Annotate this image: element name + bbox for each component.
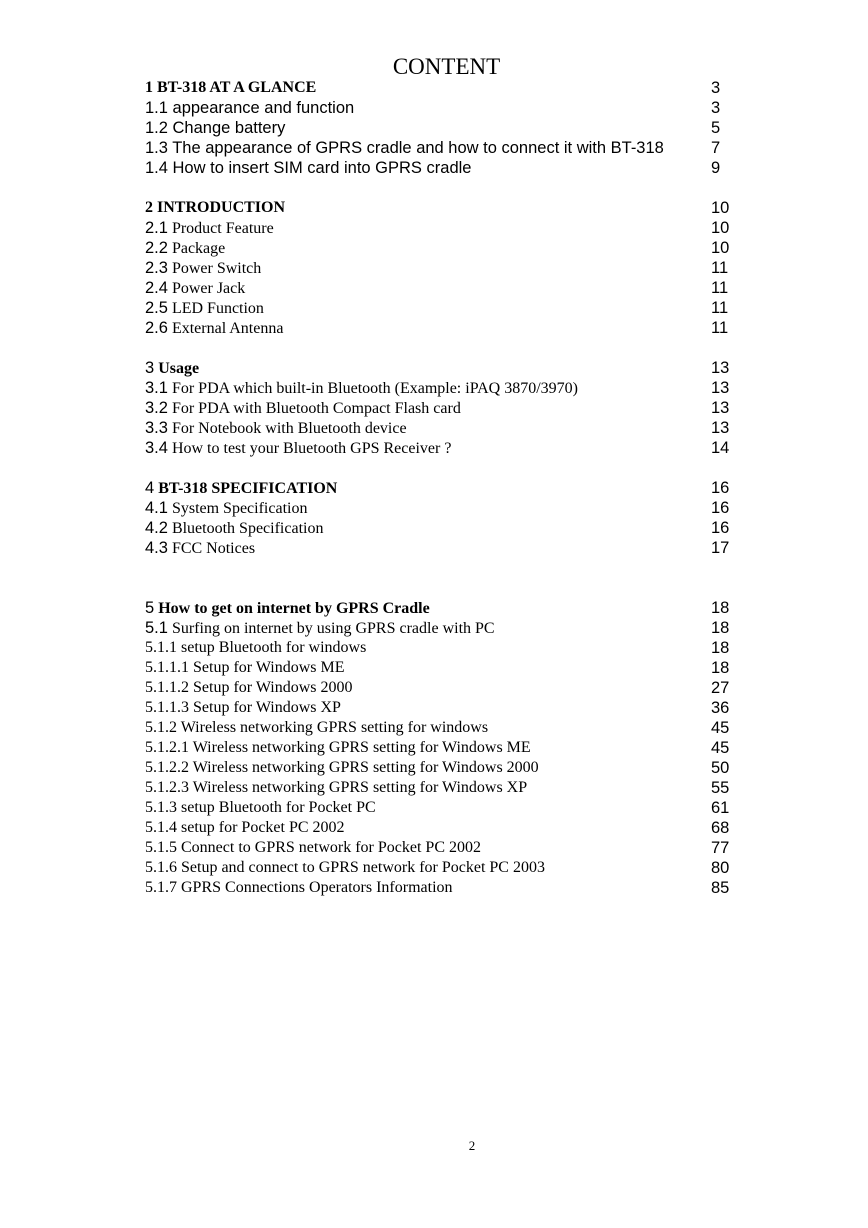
toc-entry-text: FCC Notices	[171, 540, 256, 557]
toc-entry	[145, 538, 737, 558]
toc-entry-number: 3.3	[145, 419, 168, 437]
toc-entry-number: 3.2	[145, 399, 168, 417]
toc-entry	[145, 778, 737, 798]
toc-entry-title	[145, 298, 264, 319]
toc-entry	[145, 698, 737, 718]
toc-entry-page: 10	[711, 239, 730, 257]
toc-entry-text: Surfing on internet by using GPRS cradle with PC	[171, 620, 495, 637]
toc-entry-text: 1.2 Change battery	[145, 119, 286, 137]
toc-entry-text: 1.4 How to insert SIM card into GPRS cradle	[145, 159, 472, 177]
toc-entry	[145, 78, 737, 98]
toc-entry-number: 1	[145, 79, 153, 96]
toc-entry-page: 11	[711, 279, 729, 297]
toc-entry-text: Bluetooth Specification	[171, 520, 324, 537]
toc-entry	[145, 158, 737, 178]
toc-entry-text: 5.1.1.1 Setup for Windows ME	[145, 659, 345, 676]
toc-entry-text: Usage	[158, 360, 200, 377]
toc-entry-title	[145, 118, 285, 139]
toc-entry	[145, 218, 737, 238]
toc-entry-text: 5.1.7 GPRS Connections Operators Information	[145, 879, 453, 896]
toc-entry	[145, 718, 737, 738]
toc-entry-title	[145, 498, 307, 519]
toc-entry-number: 4.1	[145, 499, 168, 517]
toc-entry-page: 13	[711, 399, 730, 417]
toc-entry-title	[145, 678, 353, 698]
toc-entry	[145, 618, 737, 638]
toc-entry	[145, 478, 737, 498]
toc-entry-text: For PDA which built-in Bluetooth (Example: iPAQ 3870/3970)	[171, 380, 579, 397]
toc-entry-text: 5.1.2.1 Wireless networking GPRS setting for Windows ME	[145, 739, 531, 756]
toc-entry	[145, 118, 737, 138]
toc-entry-page: 10	[711, 199, 730, 217]
toc-entry-number: 2.1	[145, 219, 168, 237]
toc-entry-text: For PDA with Bluetooth Compact Flash card	[171, 400, 461, 417]
toc-entry	[145, 858, 737, 878]
toc-entry-page: 68	[711, 819, 730, 837]
toc-entry	[145, 638, 737, 658]
toc-entry-title	[145, 718, 488, 738]
toc-entry-title	[145, 878, 453, 898]
toc-entry-text: BT-318 SPECIFICATION	[158, 480, 338, 497]
toc-entry-title	[145, 318, 283, 339]
toc-entry	[145, 418, 737, 438]
toc-entry	[145, 818, 737, 838]
toc-entry-title	[145, 818, 345, 838]
toc-entry-title	[145, 638, 366, 658]
toc-entry-page: 85	[711, 879, 730, 897]
toc-entry-page: 18	[711, 599, 730, 617]
toc-entry-page: 80	[711, 859, 730, 877]
toc-entry-page: 61	[711, 799, 730, 817]
toc-entry	[145, 138, 737, 158]
toc-entry-text: For Notebook with Bluetooth device	[171, 420, 407, 437]
toc-entry-title	[145, 378, 578, 399]
toc-entry	[145, 758, 737, 778]
toc-entry-title	[145, 778, 527, 798]
toc-entry-number: 3.1	[145, 379, 168, 397]
toc-entry-text: 5.1.3 setup Bluetooth for Pocket PC	[145, 799, 376, 816]
toc-entry	[145, 298, 737, 318]
toc-entry-page: 16	[711, 479, 730, 497]
toc-entry-page: 13	[711, 379, 730, 397]
toc-entry-page: 11	[711, 299, 729, 317]
toc-entry-title	[145, 98, 354, 119]
toc-entry-title	[145, 218, 274, 239]
toc-entry	[145, 378, 737, 398]
toc-entry-number: 4.3	[145, 539, 168, 557]
toc-entry-page: 11	[711, 259, 729, 277]
toc-entry-title	[145, 278, 245, 299]
toc-entry-page: 9	[711, 159, 721, 177]
toc-entry	[145, 238, 737, 258]
toc-entry-page: 18	[711, 619, 730, 637]
toc-entry-text: How to test your Bluetooth GPS Receiver ?	[171, 440, 452, 457]
toc-entry-text: 1.1 appearance and function	[145, 99, 355, 117]
toc-entry-number: 2.2	[145, 239, 168, 257]
toc-entry	[145, 878, 737, 898]
toc-entry-text: 5.1.1.3 Setup for Windows XP	[145, 699, 341, 716]
toc-entry-text: Power Switch	[171, 260, 262, 277]
toc-entry-text: External Antenna	[171, 320, 284, 337]
toc-entry-title	[145, 418, 407, 439]
toc-entry-title	[145, 758, 539, 778]
toc-entry-title	[145, 798, 376, 818]
toc-entry-page: 18	[711, 659, 730, 677]
toc-entry	[145, 98, 737, 118]
toc-entry-number: 5	[145, 599, 155, 617]
toc-entry	[145, 518, 737, 538]
toc-entry-title	[145, 238, 225, 259]
toc-entry-title	[145, 518, 323, 539]
toc-entry	[145, 258, 737, 278]
toc-entry-title	[145, 158, 471, 179]
toc-entry-text: Power Jack	[171, 280, 246, 297]
toc-entry-number: 4	[145, 479, 155, 497]
toc-entry-title	[145, 258, 261, 279]
toc-entry	[145, 798, 737, 818]
toc-entry-text: How to get on internet by GPRS Cradle	[158, 600, 430, 617]
toc-entry	[145, 658, 737, 678]
toc-entry-page: 45	[711, 739, 730, 757]
toc-entry-title	[145, 78, 316, 98]
toc-entry-title	[145, 138, 664, 159]
toc-entry	[145, 678, 737, 698]
toc-entry	[145, 398, 737, 418]
toc-entry-page: 10	[711, 219, 730, 237]
toc-entry-text: 5.1.1 setup Bluetooth for windows	[145, 639, 367, 656]
toc-entry-number: 2.6	[145, 319, 168, 337]
toc-entry-page: 7	[711, 139, 721, 157]
toc-entry-page: 16	[711, 519, 730, 537]
toc-entry	[145, 358, 737, 378]
toc-entry-title	[145, 618, 495, 639]
toc-entry-page: 77	[711, 839, 730, 857]
toc-entry	[145, 198, 737, 218]
page-title: CONTENT	[392, 54, 501, 79]
toc-entry	[145, 318, 737, 338]
toc-entry-text: 5.1.6 Setup and connect to GPRS network for Pocket PC 2003	[145, 859, 545, 876]
toc-entry-page: 14	[711, 439, 730, 457]
toc-entry-title	[145, 598, 430, 619]
toc-entry-page: 11	[711, 319, 729, 337]
toc-entry-number: 5.1	[145, 619, 168, 637]
toc-entry-number: 3	[145, 359, 155, 377]
toc-entry-number: 3.4	[145, 439, 168, 457]
toc-entry-page: 17	[711, 539, 730, 557]
toc-entry-title	[145, 438, 451, 459]
toc-entry-title	[145, 838, 481, 858]
toc-entry-text: INTRODUCTION	[157, 199, 286, 216]
toc-entry-text: Product Feature	[171, 220, 274, 237]
toc-entry-title	[145, 858, 545, 878]
toc-entry-page: 13	[711, 359, 730, 377]
toc-entry-title	[145, 698, 341, 718]
toc-entry-title	[145, 358, 199, 379]
toc-entry-number: 2.5	[145, 299, 168, 317]
toc-entry	[145, 498, 737, 518]
toc-entry-page: 3	[711, 79, 721, 97]
toc-entry-number: 2.3	[145, 259, 168, 277]
footer-page-number: 2	[468, 1138, 476, 1153]
toc-entry-page: 18	[711, 639, 730, 657]
toc-entry-title	[145, 658, 345, 678]
toc-entry	[145, 838, 737, 858]
toc-entry-number: 2	[145, 199, 153, 216]
toc-entry-text: 5.1.2.3 Wireless networking GPRS setting for Windows XP	[145, 779, 528, 796]
toc-entry	[145, 438, 737, 458]
toc-entry	[145, 278, 737, 298]
toc-entry-page: 55	[711, 779, 730, 797]
toc-entry-text: System Specification	[171, 500, 308, 517]
toc-entry-title	[145, 398, 461, 419]
toc-entry-page: 45	[711, 719, 730, 737]
toc-entry-text: 5.1.2.2 Wireless networking GPRS setting for Windows 2000	[145, 759, 539, 776]
toc-entry-text: BT-318 AT A GLANCE	[157, 79, 317, 96]
toc-entry-text: 5.1.5 Connect to GPRS network for Pocket PC 2002	[145, 839, 481, 856]
toc-entry-title	[145, 198, 285, 218]
toc-entry-text: Package	[171, 240, 226, 257]
toc-entry-text: 1.3 The appearance of GPRS cradle and how to connect it with BT-318	[145, 139, 664, 157]
toc-entry-page: 50	[711, 759, 730, 777]
toc-entry-page: 3	[711, 99, 721, 117]
toc-entry-text: LED Function	[171, 300, 264, 317]
toc-entry-page: 27	[711, 679, 730, 697]
toc-entry-page: 16	[711, 499, 730, 517]
toc-entry-title	[145, 538, 255, 559]
toc-entry-text: 5.1.4 setup for Pocket PC 2002	[145, 819, 345, 836]
toc-entry	[145, 598, 737, 618]
toc-entry-number: 2.4	[145, 279, 168, 297]
toc-entry-page: 13	[711, 419, 730, 437]
toc-entry-page: 36	[711, 699, 730, 717]
toc-entry-text: 5.1.2 Wireless networking GPRS setting for windows	[145, 719, 489, 736]
toc-entry-title	[145, 478, 337, 499]
toc-entry-number: 4.2	[145, 519, 168, 537]
toc-entry	[145, 738, 737, 758]
table-of-contents	[145, 78, 737, 898]
toc-entry-text: 5.1.1.2 Setup for Windows 2000	[145, 679, 353, 696]
toc-entry-page: 5	[711, 119, 721, 137]
toc-entry-title	[145, 738, 531, 758]
